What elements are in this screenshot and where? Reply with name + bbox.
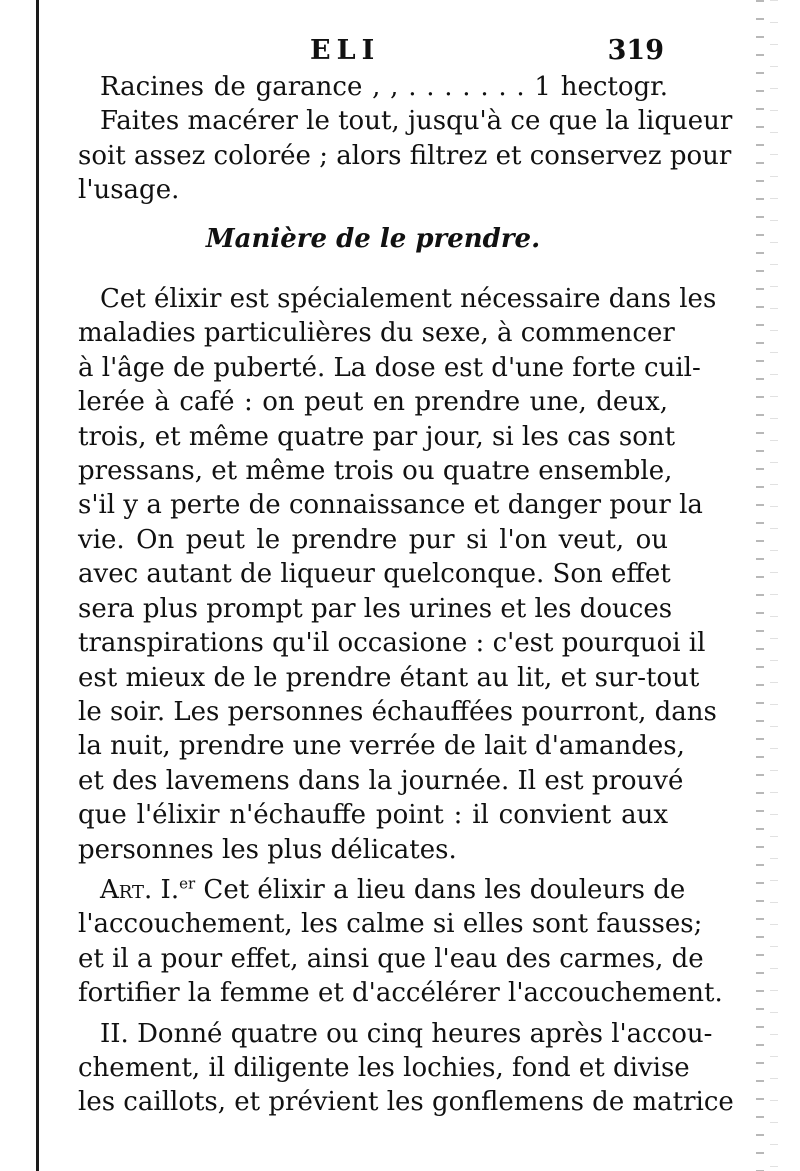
scan-edge-marks [756, 0, 764, 1171]
text-line: et des lavemens dans la journée. Il est prouvé [78, 765, 684, 796]
text-line: les caillots, et prévient les gonflemens de matrice [78, 1087, 734, 1118]
text-line [78, 873, 686, 907]
text-line: chement, il diligente les lochies, fond et divise [78, 1052, 690, 1083]
text-line: et il a pour effet, ainsi que l'eau des carmes, de [78, 943, 704, 974]
text-line: Cet élixir est spécialement nécessaire dans les [100, 284, 717, 315]
running-title: ELI [310, 35, 381, 66]
text-line: Faites macérer le tout, jusqu'à ce que la liqueur [100, 106, 733, 137]
text-line: sera plus prompt par les urines et les douces [78, 593, 673, 624]
article-2 [78, 1017, 734, 1120]
text-line: avec autant de liqueur quelconque. Son effet [78, 559, 671, 590]
article-label-sup: er [179, 874, 196, 893]
article-first-line: Cet élixir a lieu dans les douleurs de [195, 874, 686, 905]
scan-edge-marks-faint [770, 0, 778, 1171]
text-line: lerée à café : on peut en prendre une, deux, [78, 387, 668, 418]
text-line: la nuit, prendre une verrée de lait d'amandes, [78, 731, 685, 762]
recipe-text [78, 70, 733, 208]
article-1 [78, 873, 723, 1011]
text-line: l'usage. [78, 175, 180, 206]
text-line: est mieux de le prendre étant au lit, et sur-tout [78, 662, 700, 693]
text-line: Racines de garance , , . . . . . . . 1 hectogr. [100, 72, 668, 102]
text-line: soit assez colorée ; alors filtrez et conservez pour [78, 140, 732, 171]
running-header [78, 30, 668, 70]
text-line: à l'âge de puberté. La dose est d'une forte cuil- [78, 352, 701, 383]
text-line: transpirations qu'il occasione : c'est pourquoi il [78, 628, 706, 659]
paragraph-usage [78, 282, 717, 867]
book-page [78, 30, 734, 1120]
text-line: personnes les plus délicates. [78, 834, 457, 865]
text-line: s'il y a perte de connaissance et danger pour la [78, 490, 703, 521]
text-line: vie. On peut le prendre pur si l'on veut, ou [78, 524, 668, 555]
article-label: Art. I. [100, 874, 180, 905]
text-line: l'accouchement, les calme si elles sont fausses; [78, 909, 703, 940]
text-line: maladies particulières du sexe, à commencer [78, 318, 675, 349]
text-line: II. Donné quatre ou cinq heures après l'accou- [100, 1018, 713, 1049]
section-heading: Manière de le prendre. [205, 223, 541, 254]
text-line: que l'élixir n'échauffe point : il convient aux [78, 800, 668, 831]
text-line: le soir. Les personnes échauffées pourront, dans [78, 696, 717, 727]
text-line: trois, et même quatre par jour, si les cas sont [78, 421, 676, 452]
page-number: 319 [607, 35, 664, 66]
text-line: fortifier la femme et d'accélérer l'accouchement. [78, 978, 723, 1009]
page-gutter-rule [36, 0, 39, 1171]
text-line: pressans, et même trois ou quatre ensemble, [78, 456, 673, 487]
